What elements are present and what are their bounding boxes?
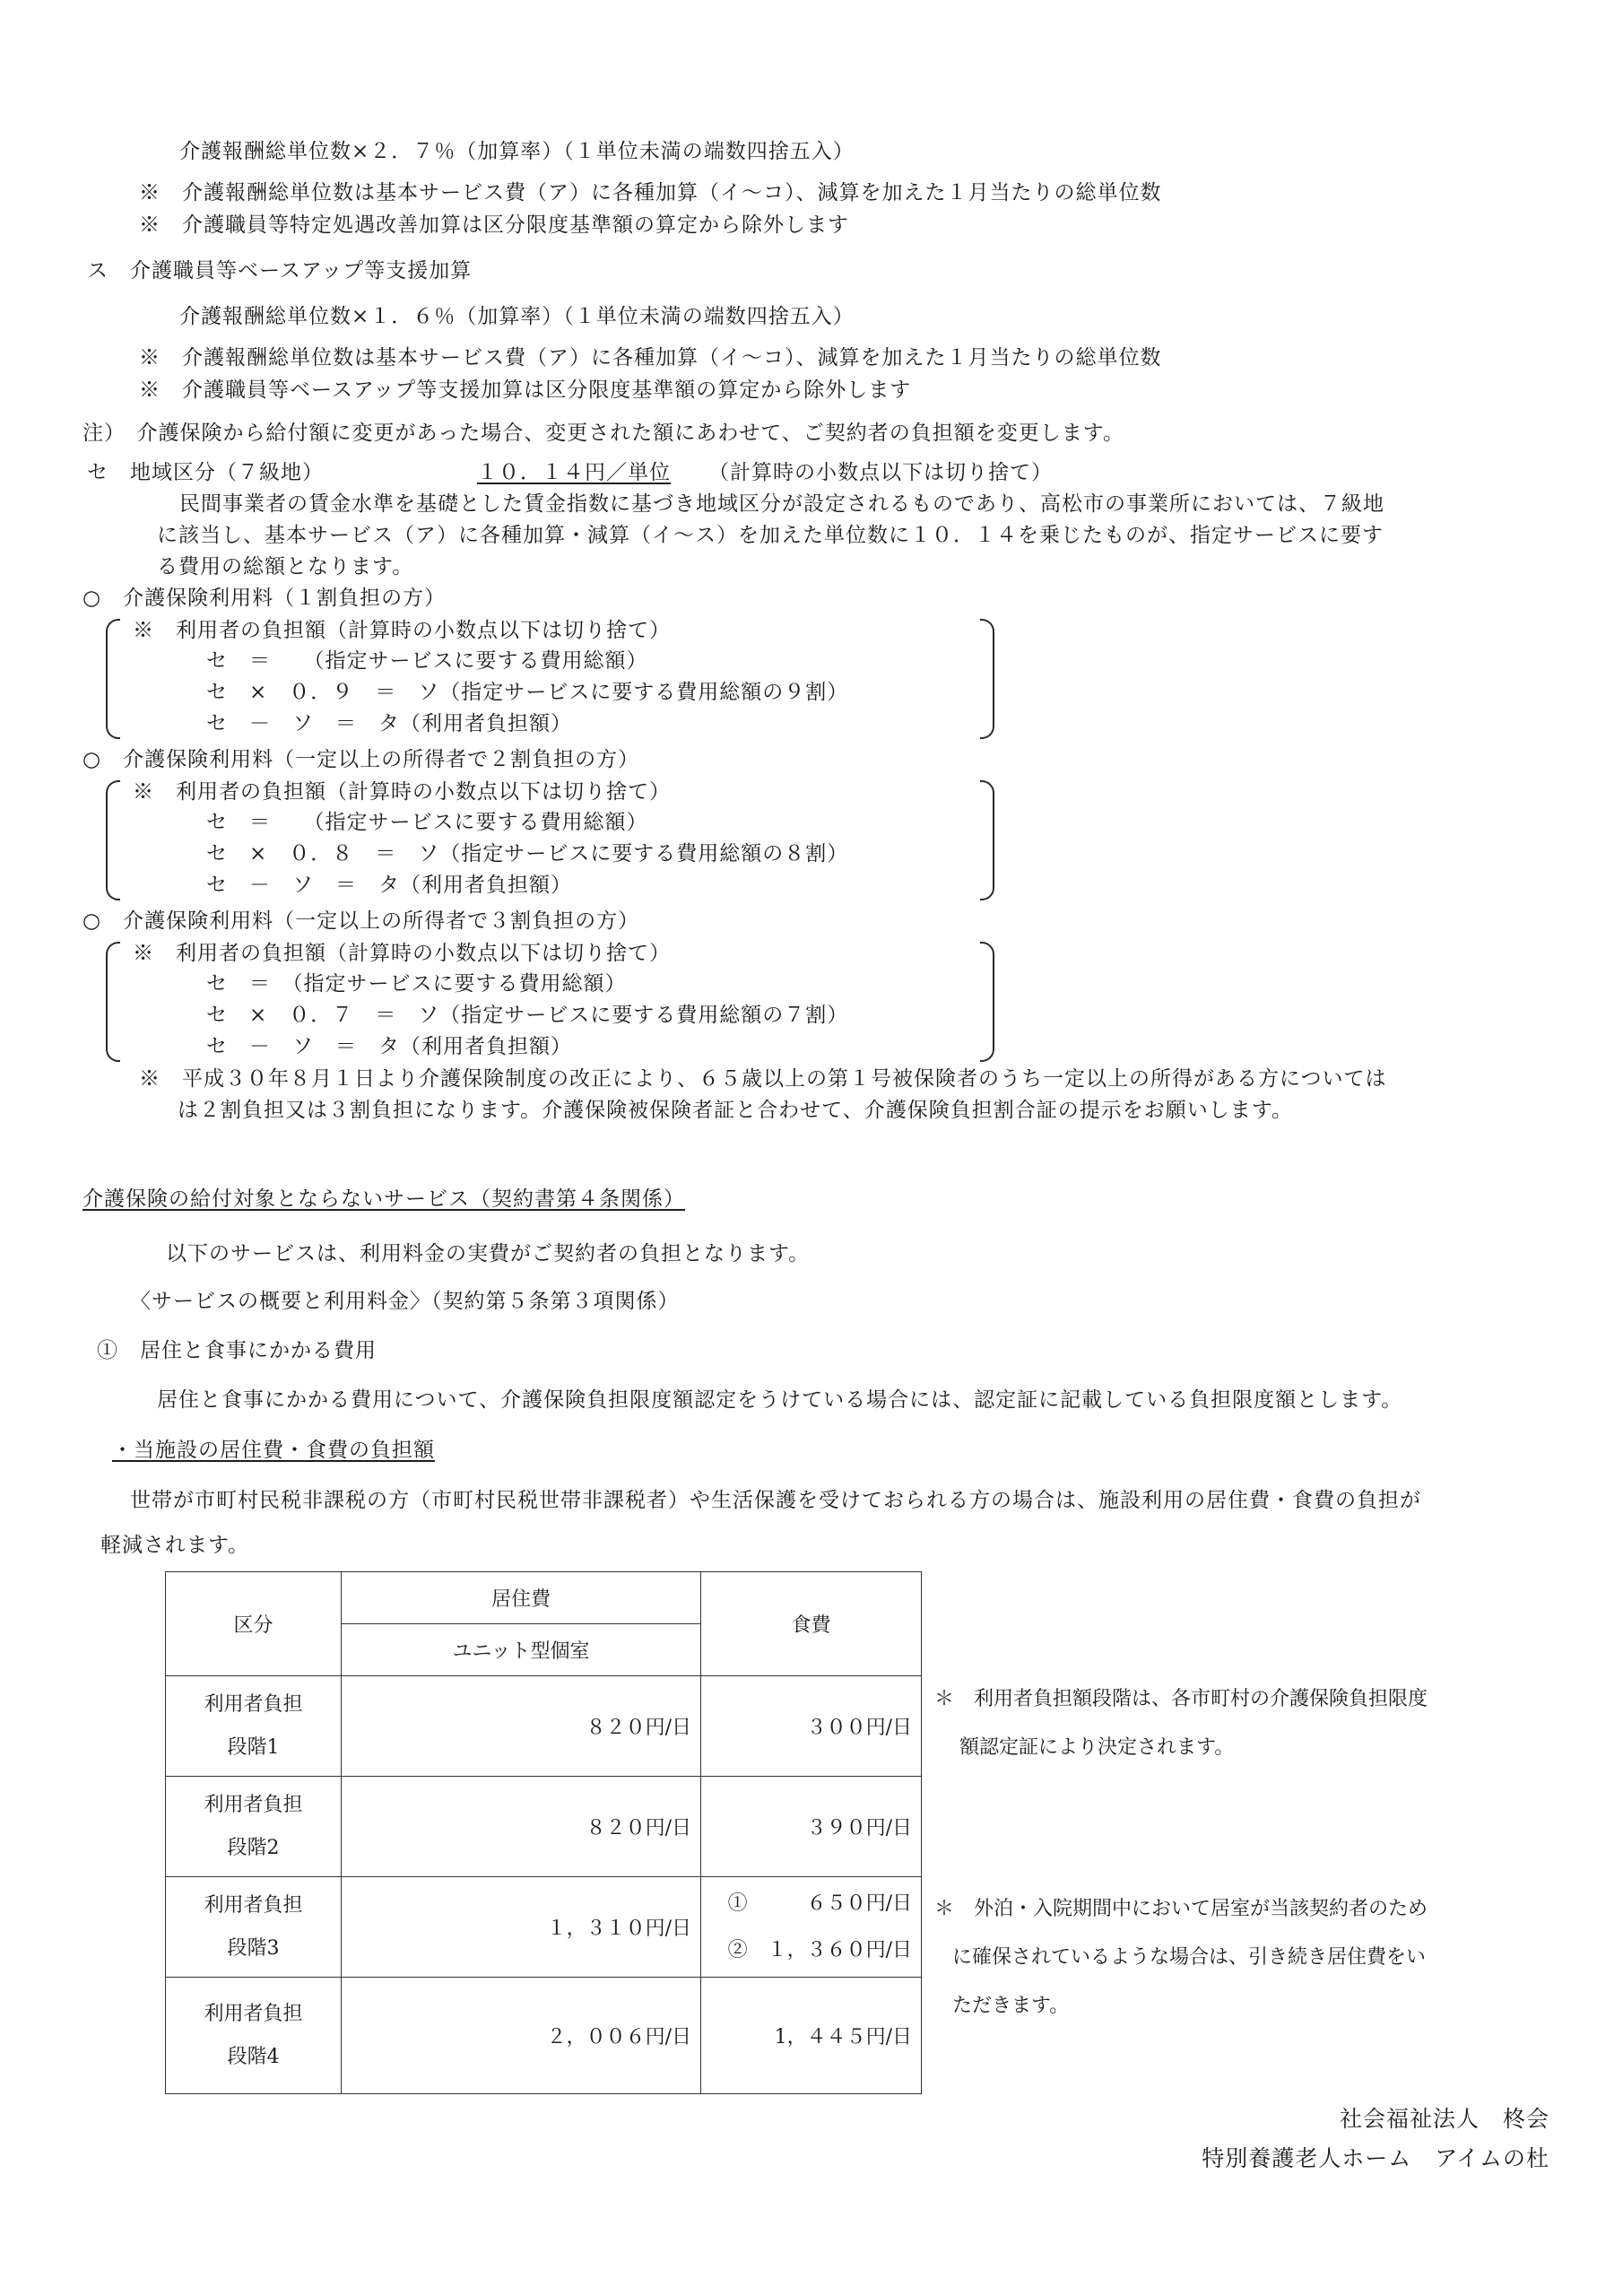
section-overview: 〈サービスの概要と利用料金〉（契約第５条第３項関係） (130, 1290, 680, 1313)
revision-note-2: は２割負担又は３割負担になります。介護保険被保険者証と合わせて、介護保険負担割合証の提示をお願いします。 (178, 1099, 1293, 1122)
stage-cell: 利用者負担 段階2 (166, 1777, 342, 1877)
fee-block-3-formula-2: セ × ０．７ ＝ ソ（指定サービスに要する費用総額の７割） (206, 1004, 849, 1027)
note-exclusion-1: ※ 介護職員等特定処遇改善加算は区分限度基準額の算定から除外します (139, 213, 849, 237)
fee-block-2-formula-1: セ ＝ （指定サービスに要する費用総額） (206, 811, 648, 834)
region-unit-price: １０．１４円／単位 (477, 461, 671, 484)
kyojuhi-cell: ２，００６円/日 (342, 1978, 701, 2094)
fee-block-3-heading: ○ 介護保険利用料（一定以上の所得者で３割負担の方） (82, 909, 640, 933)
header-shokuhi: 食費 (701, 1572, 922, 1676)
fee-block-2-note: ※ 利用者の負担額（計算時の小数点以下は切り捨て） (133, 780, 671, 804)
kyojuhi-cell: ８２０円/日 (342, 1676, 701, 1777)
fee-block-1-note: ※ 利用者の負担額（計算時の小数点以下は切り捨て） (133, 619, 671, 642)
rate-formula-1: 介護報酬総単位数×２．７％（加算率）（１単位未満の端数四捨五入） (179, 140, 855, 163)
stage-cell: 利用者負担 段階1 (166, 1676, 342, 1777)
note-benefit-change: 注） 介護保険から給付額に変更があった場合、変更された額にあわせて、ご契約者の負担額を変更します。 (82, 422, 1124, 445)
table-row (166, 1877, 922, 1978)
fee-block-2-right-bracket (980, 780, 994, 900)
fee-block-3-right-bracket (980, 942, 994, 1062)
fee-block-3-formula-3: セ － ソ ＝ タ（利用者負担額） (206, 1035, 572, 1058)
fee-block-1-right-bracket (980, 619, 994, 739)
shokuhi-cell: ３００円/日 (701, 1676, 922, 1777)
region-desc-1: 民間事業者の賃金水準を基礎とした賃金指数に基づき地域区分が設定されるものであり、高松市の事業所においては、７級地 (179, 492, 1384, 516)
rate-formula-2: 介護報酬総単位数×１．６％（加算率）（１単位未満の端数四捨五入） (179, 305, 855, 328)
note-total-units-1: ※ 介護報酬総単位数は基本サービス費（ア）に各種加算（イ～コ）、減算を加えた１月当たりの総単位数 (139, 181, 1162, 204)
sub-body-2: 軽減されます。 (100, 1534, 250, 1557)
note-total-units-2: ※ 介護報酬総単位数は基本サービス費（ア）に各種加算（イ～コ）、減算を加えた１月当たりの総単位数 (139, 346, 1162, 370)
fee-block-1-formula-1: セ ＝ （指定サービスに要する費用総額） (206, 649, 648, 673)
fee-block-1-formula-2: セ × ０．９ ＝ ソ（指定サービスに要する費用総額の９割） (206, 681, 849, 704)
kyojuhi-cell: ８２０円/日 (342, 1777, 701, 1877)
fee-table (165, 1571, 922, 2094)
fee-block-1-formula-3: セ － ソ ＝ タ（利用者負担額） (206, 712, 572, 735)
side-note-2: ＊ 外泊・入院期間中において居室が当該契約者のため に確保されているような場合は、引き続き居住費をい ただきます。 (934, 1898, 1428, 2017)
revision-note-1: ※ 平成３０年８月１日より介護保険制度の改正により、６５歳以上の第１号被保険者のうち一定以上の所得がある方については (139, 1067, 1387, 1091)
fee-block-3-formula-1: セ ＝ （指定サービスに要する費用総額） (206, 972, 627, 996)
note-exclusion-2: ※ 介護職員等ベースアップ等支援加算は区分限度基準額の算定から除外します (139, 378, 912, 402)
fee-block-2-left-bracket (106, 780, 120, 900)
region-unit-note: （計算時の小数点以下は切り捨て） (708, 461, 1053, 484)
shokuhi-cell: 1，４４５円/日 (701, 1978, 922, 2094)
sub-body-1: 世帯が市町村民税非課税の方（市町村民税世帯非課税者）や生活保護を受けておられる方の場合は、施設利用の居住費・食費の負担が (130, 1489, 1421, 1512)
fee-block-1-heading: ○ 介護保険利用料（１割負担の方） (82, 587, 447, 610)
region-desc-3: る費用の総額となります。 (157, 555, 414, 578)
fee-block-1-left-bracket (106, 619, 120, 739)
item-1-heading: ① 居住と食事にかかる費用 (97, 1339, 377, 1362)
stage-cell: 利用者負担 段階3 (166, 1877, 342, 1978)
region-class-label: セ 地域区分（７級地） (87, 461, 324, 484)
side-note-1: ＊ 利用者負担額段階は、各市町村の介護保険負担限度 額認定証により決定されます。 (934, 1688, 1428, 1759)
stage-cell: 利用者負担 段階4 (166, 1978, 342, 2094)
shokuhi-cell: ３９０円/日 (701, 1777, 922, 1877)
heading-base-up-addition: ス 介護職員等ベースアップ等支援加算 (87, 259, 473, 283)
fee-block-3-left-bracket (106, 942, 120, 1062)
header-kyojuhi: 居住費 (342, 1572, 701, 1624)
table-row (166, 1777, 922, 1877)
shokuhi-cell: ① ６５０円/日 ② １，３６０円/日 (701, 1877, 922, 1978)
header-kubun: 区分 (166, 1572, 342, 1676)
footer-facility: 特別養護老人ホーム アイムの杜 (1202, 2145, 1549, 2171)
header-unit-room: ユニット型個室 (342, 1624, 701, 1676)
table-row (166, 1978, 922, 2094)
fee-block-2-formula-3: セ － ソ ＝ タ（利用者負担額） (206, 874, 572, 897)
section-title: 介護保険の給付対象とならないサービス（契約書第４条関係） (82, 1187, 685, 1211)
fee-block-3-note: ※ 利用者の負担額（計算時の小数点以下は切り捨て） (133, 942, 671, 965)
region-desc-2: に該当し、基本サービス（ア）に各種加算・減算（イ～ス）を加えた単位数に１０．１４を乗じたものが、指定サービスに要す (157, 524, 1384, 547)
kyojuhi-cell: １，３１０円/日 (342, 1877, 701, 1978)
item-1-body: 居住と食事にかかる費用について、介護保険負担限度額認定をうけている場合には、認定証に記載している負担限度額とします。 (157, 1388, 1403, 1412)
fee-block-2-formula-2: セ × ０．８ ＝ ソ（指定サービスに要する費用総額の８割） (206, 842, 849, 865)
table-row (166, 1676, 922, 1777)
footer-org: 社会福祉法人 柊会 (1339, 2106, 1549, 2132)
sub-title: ・当施設の居住費・食費の負担額 (112, 1439, 435, 1462)
section-intro: 以下のサービスは、利用料金の実費がご契約者の負担となります。 (166, 1242, 811, 1265)
fee-block-2-heading: ○ 介護保険利用料（一定以上の所得者で２割負担の方） (82, 748, 640, 771)
